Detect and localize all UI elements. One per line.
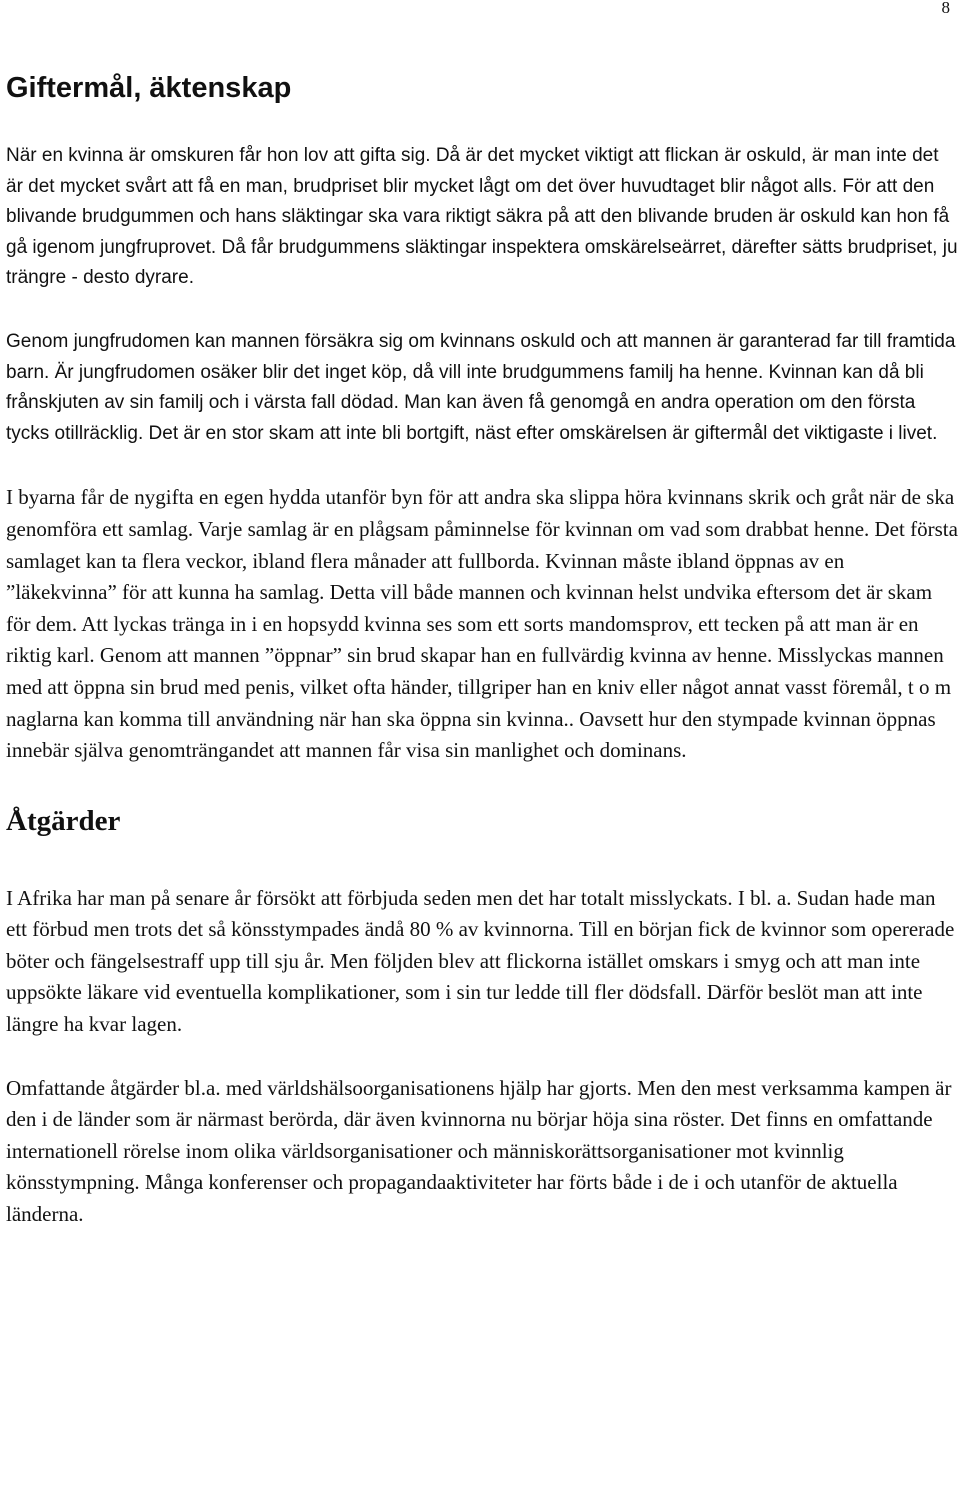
paragraph: I byarna får de nygifta en egen hydda utanför byn för att andra ska slippa höra kvinnans skrik och gråt när de ska genomföra ett samlag. Varje samlag är en plågsam påminnelse för kvinnan om vad som drabbat henne. Det första samlaget kan ta flera veckor, ibland flera månader att fullborda. Kvinnan måste ibland öppnas av en ”läkekvinna” för att kunna ha samlag. Detta vill både mannen och kvinnan helst undvika eftersom det är skam för dem. Att lyckas tränga in i en hopsydd kvinna ses som ett sorts mandomsprov, ett tecken på att man är en riktig karl. Genom att mannen ”öppnar” sin brud skapar han en fullvärdig kvinna av henne. Misslyckas mannen med att öppna sin brud med penis, vilket ofta händer, tillgriper han en kniv eller något annat vasst föremål, t o m naglarna kan komma till användning när han ska öppna sin kvinna.. Oavsett hur den stympade kvinnan öppnas innebär själva genomträngandet att mannen får visa sin manlighet och dominans.	[6, 485, 958, 763]
document-body	[6, 68, 958, 1231]
paragraph: Genom jungfrudomen kan mannen försäkra sig om kvinnans oskuld och att mannen är garanterad far till framtida barn. Är jungfrudomen osäker blir det inget köp, då vill inte brudgummens familj ha henne. Kvinnan kan då bli frånskjuten av sin familj och i värsta fall dödad. Man kan även få genomgå en andra operation om den första tycks otillräcklig. Det är en stor skam att inte bli bortgift, näst efter omskärelsen är giftermål det viktigaste i livet.	[6, 330, 956, 444]
paragraph: Omfattande åtgärder bl.a. med världshälsoorganisationens hjälp har gjorts. Men den mest verksamma kampen är den i de länder som är närmast berörda, där även kvinnorna nu börjar höja sina röster. Det finns en omfattande internationell rörelse inom olika världsorganisationer och människorättsorganisationer mot kvinnlig könsstympning. Många konferenser och propagandaaktiviteter har förts både i de i och utanför de aktuella länderna.	[6, 1075, 952, 1227]
section-heading-measures: Åtgärder	[6, 804, 121, 837]
paragraph: I Afrika har man på senare år försökt att förbjuda seden men det har totalt misslyckats. I bl. a. Sudan hade man ett förbud men trots det så könsstympades ändå 80 % av kvinnorna. Till en början fick de kvinnor som opererade böter och fängelsestraff upp till sju år. Men följden blev att flickorna istället omskars i smyg och att man inte uppsökte läkare vid eventuella komplikationer, som i sin tur ledde till fler dödsfall. Därför beslöt man att inte längre ha kvar lagen.	[6, 885, 955, 1037]
paragraph: När en kvinna är omskuren får hon lov att gifta sig. Då är det mycket viktigt att flickan är oskuld, är man inte det är det mycket svårt att få en man, brudpriset blir mycket lågt om det över huvudtaget blir något alls. För att den blivande brudgummen och hans släktingar ska vara riktigt säkra på att den blivande bruden är oskuld kan hon få gå igenom jungfruprovet. Då får brudgummens släktingar inspektera omskärelseärret, därefter sätts brudpriset, ju trängre - desto dyrare.	[6, 145, 958, 289]
section-heading-marriage: Giftermål, äktenskap	[6, 72, 292, 104]
page-number: 8	[941, 0, 950, 17]
